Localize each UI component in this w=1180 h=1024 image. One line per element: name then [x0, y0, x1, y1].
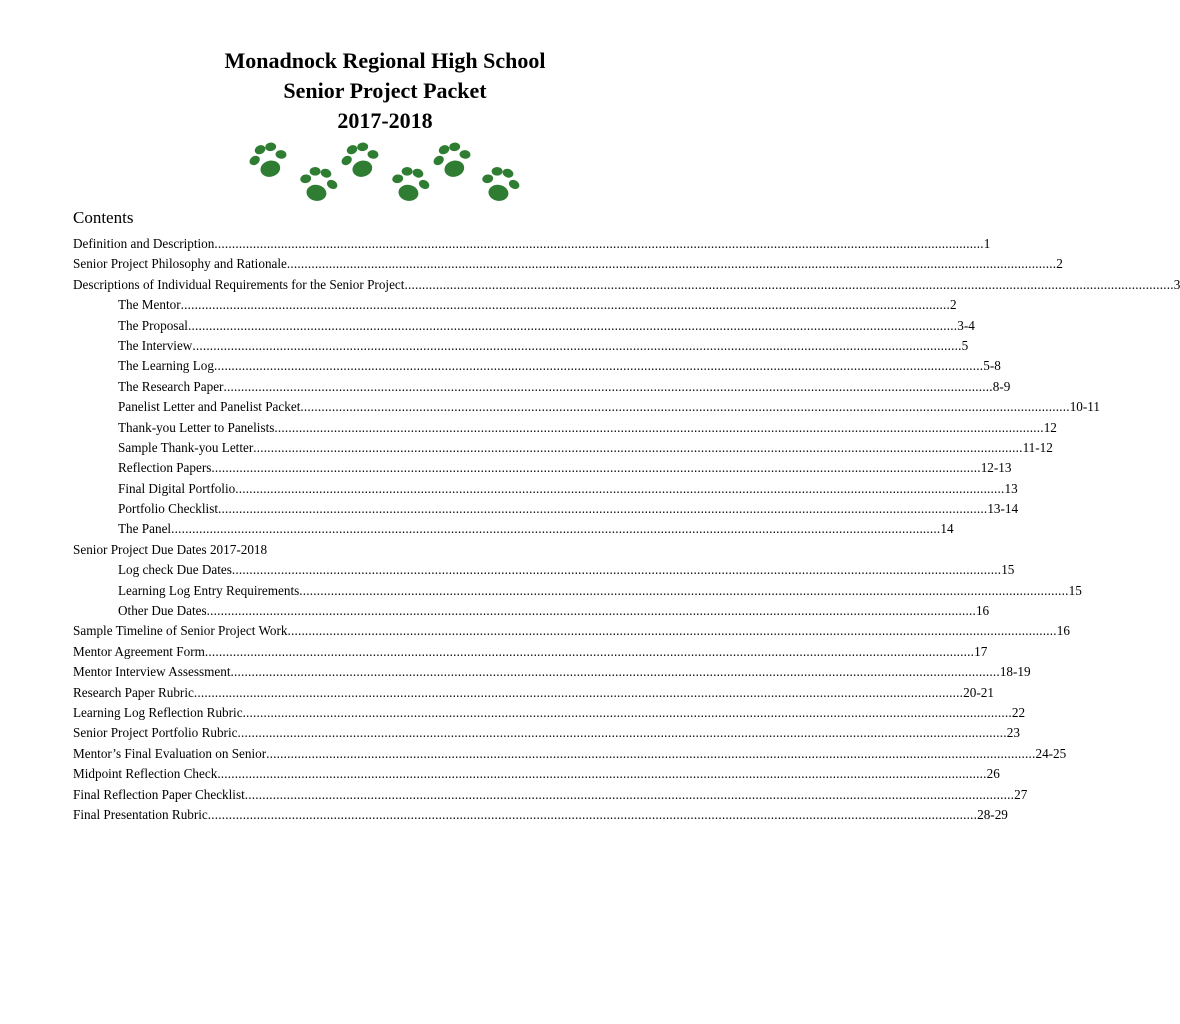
toc-entry[interactable]	[73, 785, 1028, 805]
toc-entry-title: Panelist Letter and Panelist Packet	[118, 399, 301, 415]
toc-entry-title: Learning Log Entry Requirements	[118, 582, 300, 598]
toc-entry-title: Final Presentation Rubric	[73, 806, 208, 822]
toc-entry-title: Final Reflection Paper Checklist	[73, 786, 245, 802]
toc-entry[interactable]	[73, 805, 1008, 825]
toc-entry-page: 16	[975, 603, 990, 619]
toc-entry-page: 18-19	[999, 664, 1031, 680]
toc-entry[interactable]	[73, 540, 697, 560]
toc-entry-page: 13	[1004, 480, 1018, 496]
toc-entry[interactable]	[73, 356, 1001, 376]
toc-entry[interactable]	[73, 703, 1026, 723]
toc-entry[interactable]	[73, 377, 1011, 397]
toc-entry-page: 26	[986, 766, 1000, 782]
toc-entry[interactable]	[73, 601, 990, 621]
school-title: Monadnock Regional High School	[224, 48, 546, 73]
toc-entry[interactable]	[73, 295, 957, 315]
paw-print-icon	[245, 138, 293, 181]
toc-leader-dots: ............................................................................................................................................................................................................................	[231, 562, 1002, 578]
toc-entry-page: 15	[1001, 562, 1015, 578]
toc-entry-title: Research Paper Rubric	[73, 684, 194, 700]
toc-entry-title: Final Digital Portfolio	[118, 480, 236, 496]
toc-entry[interactable]	[73, 642, 988, 662]
toc-leader-dots: ............................................................................................................................................................................................................................	[274, 419, 1044, 435]
toc-entry-page: 8-9	[992, 378, 1011, 394]
toc-entry-page: 17	[974, 643, 988, 659]
toc-leader-dots: ............................................................................................................................................................................................................................	[235, 480, 1005, 496]
toc-entry-page: 22	[1011, 704, 1026, 720]
toc-leader-dots: ............................................................................................................................................................................................................................	[299, 582, 1069, 598]
toc-entry-title: Mentor Interview Assessment	[73, 664, 231, 680]
toc-leader-dots: ............................................................................................................................................................................................................................	[193, 684, 964, 700]
toc-leader-dots: ............................................................................................................................................................................................................................	[266, 745, 1036, 761]
toc-leader-dots: ............................................................................................................................................................................................................................	[207, 806, 978, 822]
toc-leader-dots: ............................................................................................................................................................................................................................	[230, 664, 1000, 680]
toc-entry-page: 12-13	[980, 460, 1012, 476]
toc-entry[interactable]	[73, 397, 1100, 417]
toc-entry-page: 15	[1068, 582, 1082, 598]
year-title: 2017-2018	[337, 108, 433, 133]
paw-print-icon	[296, 164, 342, 205]
toc-entry[interactable]	[73, 723, 1020, 743]
toc-entry-title: The Mentor	[118, 297, 181, 313]
toc-leader-dots: ............................................................................................................................................................................................................................	[244, 786, 1015, 802]
toc-entry-page: 5	[961, 337, 969, 353]
toc-leader-dots: ............................................................................................................................................................................................................................	[218, 501, 988, 517]
toc-leader-dots: ............................................................................................................................................................................................................................	[171, 521, 941, 537]
toc-entry-title: Thank-you Letter to Panelists	[118, 419, 275, 435]
toc-entry[interactable]	[73, 234, 991, 254]
toc-entry-title: Senior Project Due Dates 2017-2018	[73, 541, 268, 557]
toc-entry-title: Sample Thank-you Letter	[118, 439, 254, 455]
toc-entry[interactable]	[73, 254, 1063, 274]
toc-entry[interactable]	[73, 560, 1015, 580]
paw-print-icon	[478, 164, 524, 205]
toc-entry[interactable]	[73, 764, 1000, 784]
toc-entry-page: 20-21	[963, 684, 994, 700]
toc-entry-title: The Research Paper	[118, 378, 224, 394]
toc-leader-dots: ............................................................................................................................................................................................................................	[204, 643, 975, 659]
toc-entry-page: 11-12	[1022, 439, 1053, 455]
toc-entry-title: Sample Timeline of Senior Project Work	[73, 623, 288, 639]
paw-print-icon	[429, 138, 477, 181]
toc-entry-page: 23	[1006, 725, 1020, 741]
toc-entry-title: The Learning Log	[118, 358, 214, 374]
toc-entry-title: The Proposal	[118, 317, 188, 333]
toc-entry[interactable]	[73, 316, 975, 336]
table-of-contents	[73, 234, 1180, 825]
toc-entry-page: 13-14	[987, 501, 1019, 517]
toc-leader-dots: ............................................................................................................................................................................................................................	[206, 603, 976, 619]
toc-entry-title: Learning Log Reflection Rubric	[73, 704, 243, 720]
toc-entry-title: Senior Project Portfolio Rubric	[73, 725, 238, 741]
toc-entry[interactable]	[73, 744, 1067, 764]
contents-heading: Contents	[73, 208, 134, 227]
toc-entry-page: 2	[1056, 256, 1063, 272]
toc-entry-page: 3	[1173, 276, 1180, 292]
toc-entry[interactable]	[73, 275, 1180, 295]
toc-entry-page: 12	[1043, 419, 1057, 435]
toc-entry-title: Midpoint Reflection Check	[73, 766, 218, 782]
toc-entry-title: Portfolio Checklist	[118, 501, 219, 517]
toc-entry-page: 2	[949, 297, 957, 313]
toc-leader-dots: ............................................................................................................................................................................................................................	[237, 725, 1007, 741]
toc-leader-dots: ............................................................................................................................................................................................................................	[217, 766, 987, 782]
toc-entry[interactable]	[73, 458, 1012, 478]
toc-entry-title: Definition and Description	[73, 236, 215, 251]
toc-entry[interactable]	[73, 683, 994, 703]
toc-entry[interactable]	[73, 519, 954, 539]
toc-leader-dots: ............................................................................................................................................................................................................................	[211, 460, 981, 476]
toc-leader-dots: ............................................................................................................................................................................................................................	[253, 439, 1023, 455]
toc-entry-title: Mentor’s Final Evaluation on Senior	[73, 745, 267, 761]
toc-entry-page: 24-25	[1035, 745, 1067, 761]
toc-entry-title: Descriptions of Individual Requirements for the Senior Project	[73, 276, 405, 292]
toc-entry-page: 1	[983, 236, 991, 251]
toc-entry-page: 16	[1056, 623, 1070, 639]
toc-leader-dots: ............................................................................................................................................................................................................................	[404, 276, 1174, 292]
toc-leader-dots: ............................................................................................................................................................................................................................	[300, 399, 1070, 415]
toc-entry-page: 10-11	[1069, 399, 1100, 415]
paw-print-icon	[337, 138, 385, 181]
toc-entry-title: The Interview	[118, 337, 193, 353]
paw-print-icon	[388, 164, 434, 205]
toc-leader-dots: ............................................................................................................................................................................................................................	[242, 704, 1012, 720]
toc-entry[interactable]	[73, 662, 1031, 682]
toc-entry-page: 27	[1014, 786, 1028, 802]
toc-entry-page: 3-4	[957, 317, 975, 333]
toc-entry[interactable]	[73, 479, 1018, 499]
packet-title: Senior Project Packet	[283, 78, 487, 103]
toc-leader-dots: ............................................................................................................................................................................................................................	[286, 256, 1057, 272]
toc-entry-page: 5-8	[983, 358, 1001, 374]
toc-entry-title: Log check Due Dates	[118, 562, 232, 578]
toc-entry[interactable]	[73, 438, 1053, 458]
toc-entry[interactable]	[73, 336, 969, 356]
toc-entry-title: Mentor Agreement Form	[73, 643, 205, 659]
toc-entry-title: Senior Project Philosophy and Rationale	[73, 256, 287, 272]
toc-leader-dots: ............................................................................................................................................................................................................................	[223, 378, 993, 394]
toc-entry-title: The Panel	[118, 521, 172, 537]
toc-leader-dots: ............................................................................................................................................................................................................................	[192, 337, 962, 353]
toc-entry-title: Other Due Dates	[118, 603, 207, 619]
toc-entry-title: Reflection Papers	[118, 460, 212, 476]
toc-leader-dots: ............................................................................................................................................................................................................................	[180, 297, 950, 313]
toc-leader-dots: ............................................................................................................................................................................................................................	[214, 236, 984, 251]
toc-entry-page: 28-29	[977, 806, 1008, 822]
toc-entry[interactable]	[73, 418, 1057, 438]
toc-leader-dots: ............................................................................................................................................................................................................................	[213, 358, 984, 374]
toc-entry[interactable]	[73, 499, 1019, 519]
toc-entry[interactable]	[73, 581, 1082, 601]
paw-prints-decoration	[0, 0, 770, 215]
toc-leader-dots: ............................................................................................................................................................................................................................	[287, 623, 1057, 639]
toc-leader-dots: ............................................................................................................................................................................................................................	[187, 317, 958, 333]
toc-entry-page: 14	[940, 521, 954, 537]
toc-entry[interactable]	[73, 621, 1070, 641]
